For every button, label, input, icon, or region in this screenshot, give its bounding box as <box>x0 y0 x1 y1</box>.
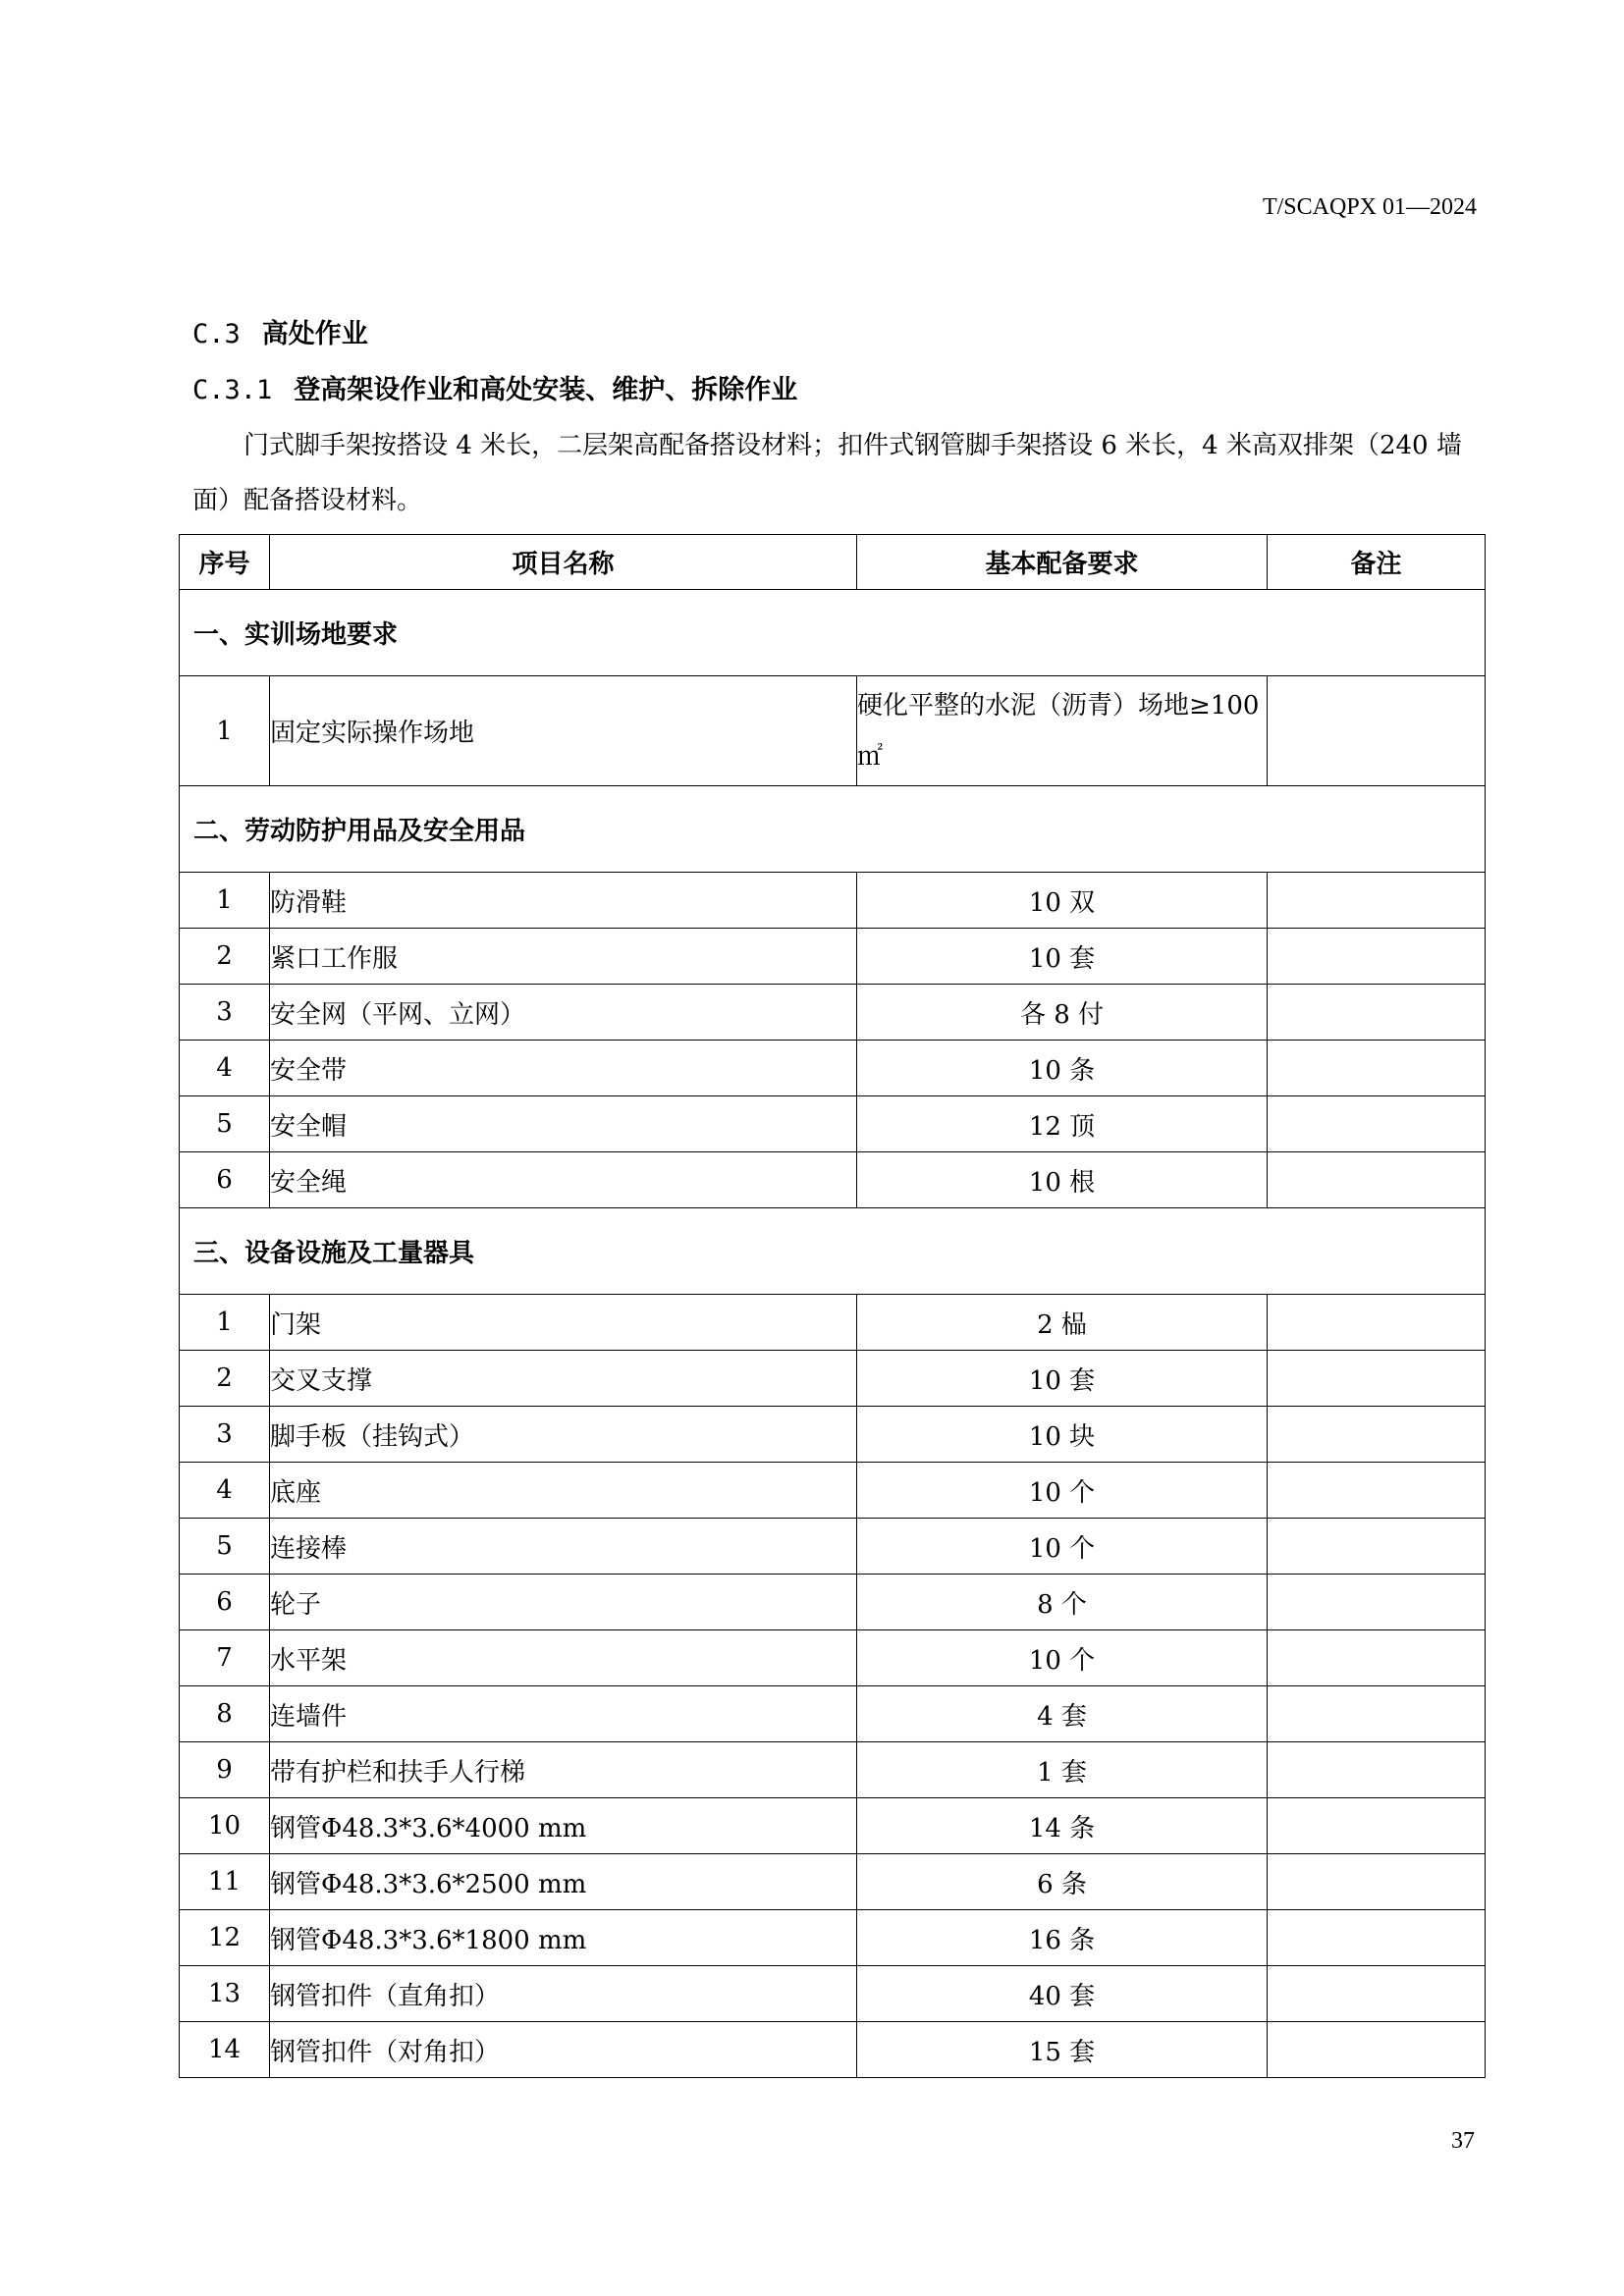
cell-requirement: 10 个 <box>857 1519 1268 1575</box>
section-heading <box>192 312 368 350</box>
cell-number: 13 <box>180 1966 270 2022</box>
cell-note <box>1268 1041 1486 1096</box>
cell-number: 8 <box>180 1686 270 1742</box>
table-row <box>180 1407 1486 1463</box>
cell-note <box>1268 1630 1486 1686</box>
header-note: 备注 <box>1268 535 1486 590</box>
cell-requirement: 10 双 <box>857 873 1268 929</box>
cell-number: 12 <box>180 1910 270 1966</box>
table-group-row <box>180 786 1486 873</box>
cell-number: 5 <box>180 1519 270 1575</box>
cell-note <box>1268 985 1486 1041</box>
cell-note <box>1268 929 1486 985</box>
document-code: T/SCAQPX 01—2024 <box>1262 194 1477 220</box>
cell-requirement: 8 个 <box>857 1575 1268 1630</box>
cell-requirement: 2 榀 <box>857 1295 1268 1351</box>
cell-requirement: 1 套 <box>857 1742 1268 1798</box>
table-row <box>180 1152 1486 1208</box>
cell-item-name: 安全网（平网、立网） <box>270 985 857 1041</box>
table-row <box>180 1463 1486 1519</box>
table-header-row <box>180 535 1486 590</box>
cell-requirement: 10 根 <box>857 1152 1268 1208</box>
cell-number: 14 <box>180 2022 270 2078</box>
cell-item-name: 底座 <box>270 1463 857 1519</box>
cell-requirement: 16 条 <box>857 1910 1268 1966</box>
cell-number: 1 <box>180 676 270 786</box>
cell-note <box>1268 676 1486 786</box>
cell-requirement: 10 个 <box>857 1463 1268 1519</box>
cell-item-name: 连墙件 <box>270 1686 857 1742</box>
cell-note <box>1268 1966 1486 2022</box>
cell-item-name: 门架 <box>270 1295 857 1351</box>
cell-requirement: 10 套 <box>857 929 1268 985</box>
cell-note <box>1268 1575 1486 1630</box>
cell-requirement: 14 条 <box>857 1798 1268 1854</box>
table-row <box>180 1630 1486 1686</box>
cell-number: 2 <box>180 1351 270 1407</box>
subsection-number: C.3.1 <box>192 375 273 405</box>
cell-item-name: 钢管扣件（直角扣） <box>270 1966 857 2022</box>
cell-number: 10 <box>180 1798 270 1854</box>
table-row <box>180 985 1486 1041</box>
table-row <box>180 1854 1486 1910</box>
cell-requirement: 各 8 付 <box>857 985 1268 1041</box>
table-row <box>180 1686 1486 1742</box>
table-row <box>180 1519 1486 1575</box>
cell-note <box>1268 1351 1486 1407</box>
intro-paragraph: 门式脚手架按搭设 4 米长，二层架高配备搭设材料；扣件式钢管脚手架搭设 6 米长，4 米高双排架（240 墙面）配备搭设材料。 <box>192 431 1462 515</box>
cell-item-name: 交叉支撑 <box>270 1351 857 1407</box>
cell-note <box>1268 1519 1486 1575</box>
table-group-row <box>180 1208 1486 1295</box>
cell-note <box>1268 1152 1486 1208</box>
cell-item-name: 固定实际操作场地 <box>270 676 857 786</box>
cell-number: 2 <box>180 929 270 985</box>
header-no: 序号 <box>180 535 270 590</box>
cell-item-name: 连接棒 <box>270 1519 857 1575</box>
subsection-heading <box>192 368 797 406</box>
cell-item-name: 钢管Φ48.3*3.6*1800 mm <box>270 1910 857 1966</box>
table-row <box>180 1798 1486 1854</box>
cell-number: 11 <box>180 1854 270 1910</box>
table-row <box>180 2022 1486 2078</box>
group-title: 三、设备设施及工量器具 <box>180 1208 1486 1295</box>
table-row <box>180 1575 1486 1630</box>
cell-item-name: 紧口工作服 <box>270 929 857 985</box>
cell-number: 5 <box>180 1096 270 1152</box>
table-row <box>180 1096 1486 1152</box>
table-row <box>180 1910 1486 1966</box>
cell-note <box>1268 873 1486 929</box>
cell-number: 3 <box>180 985 270 1041</box>
section-title: 高处作业 <box>261 319 368 349</box>
cell-requirement: 4 套 <box>857 1686 1268 1742</box>
table-row <box>180 1966 1486 2022</box>
table-group-row <box>180 590 1486 676</box>
cell-requirement: 10 条 <box>857 1041 1268 1096</box>
cell-requirement: 15 套 <box>857 2022 1268 2078</box>
cell-number: 7 <box>180 1630 270 1686</box>
cell-note <box>1268 1096 1486 1152</box>
cell-item-name: 钢管Φ48.3*3.6*2500 mm <box>270 1854 857 1910</box>
cell-item-name: 脚手板（挂钩式） <box>270 1407 857 1463</box>
cell-note <box>1268 1910 1486 1966</box>
cell-item-name: 安全帽 <box>270 1096 857 1152</box>
cell-requirement: 40 套 <box>857 1966 1268 2022</box>
section-number: C.3 <box>192 319 241 349</box>
cell-requirement: 10 块 <box>857 1407 1268 1463</box>
cell-note <box>1268 2022 1486 2078</box>
table-row <box>180 1351 1486 1407</box>
cell-requirement: 10 套 <box>857 1351 1268 1407</box>
cell-number: 4 <box>180 1041 270 1096</box>
cell-item-name: 带有护栏和扶手人行梯 <box>270 1742 857 1798</box>
cell-note <box>1268 1742 1486 1798</box>
cell-number: 1 <box>180 873 270 929</box>
cell-item-name: 安全绳 <box>270 1152 857 1208</box>
cell-requirement: 12 顶 <box>857 1096 1268 1152</box>
requirements-table <box>179 534 1486 2078</box>
cell-item-name: 钢管扣件（对角扣） <box>270 2022 857 2078</box>
cell-item-name: 轮子 <box>270 1575 857 1630</box>
cell-item-name: 水平架 <box>270 1630 857 1686</box>
cell-note <box>1268 1798 1486 1854</box>
page-number: 37 <box>1451 2128 1475 2154</box>
cell-note <box>1268 1295 1486 1351</box>
group-title: 一、实训场地要求 <box>180 590 1486 676</box>
cell-number: 4 <box>180 1463 270 1519</box>
cell-number: 3 <box>180 1407 270 1463</box>
header-requirement: 基本配备要求 <box>857 535 1268 590</box>
table-row <box>180 676 1486 786</box>
cell-requirement: 硬化平整的水泥（沥青）场地≥100 ㎡ <box>857 676 1268 786</box>
cell-note <box>1268 1407 1486 1463</box>
subsection-title: 登高架设作业和高处安装、维护、拆除作业 <box>294 375 798 405</box>
cell-item-name: 安全带 <box>270 1041 857 1096</box>
cell-note <box>1268 1686 1486 1742</box>
cell-item-name: 防滑鞋 <box>270 873 857 929</box>
cell-number: 9 <box>180 1742 270 1798</box>
cell-item-name: 钢管Φ48.3*3.6*4000 mm <box>270 1798 857 1854</box>
table-row <box>180 873 1486 929</box>
header-name: 项目名称 <box>270 535 857 590</box>
table-row <box>180 1041 1486 1096</box>
group-title: 二、劳动防护用品及安全用品 <box>180 786 1486 873</box>
table-row <box>180 1742 1486 1798</box>
cell-note <box>1268 1854 1486 1910</box>
cell-note <box>1268 1463 1486 1519</box>
cell-number: 1 <box>180 1295 270 1351</box>
table-row <box>180 1295 1486 1351</box>
cell-requirement: 6 条 <box>857 1854 1268 1910</box>
cell-number: 6 <box>180 1575 270 1630</box>
cell-requirement: 10 个 <box>857 1630 1268 1686</box>
cell-number: 6 <box>180 1152 270 1208</box>
table-row <box>180 929 1486 985</box>
